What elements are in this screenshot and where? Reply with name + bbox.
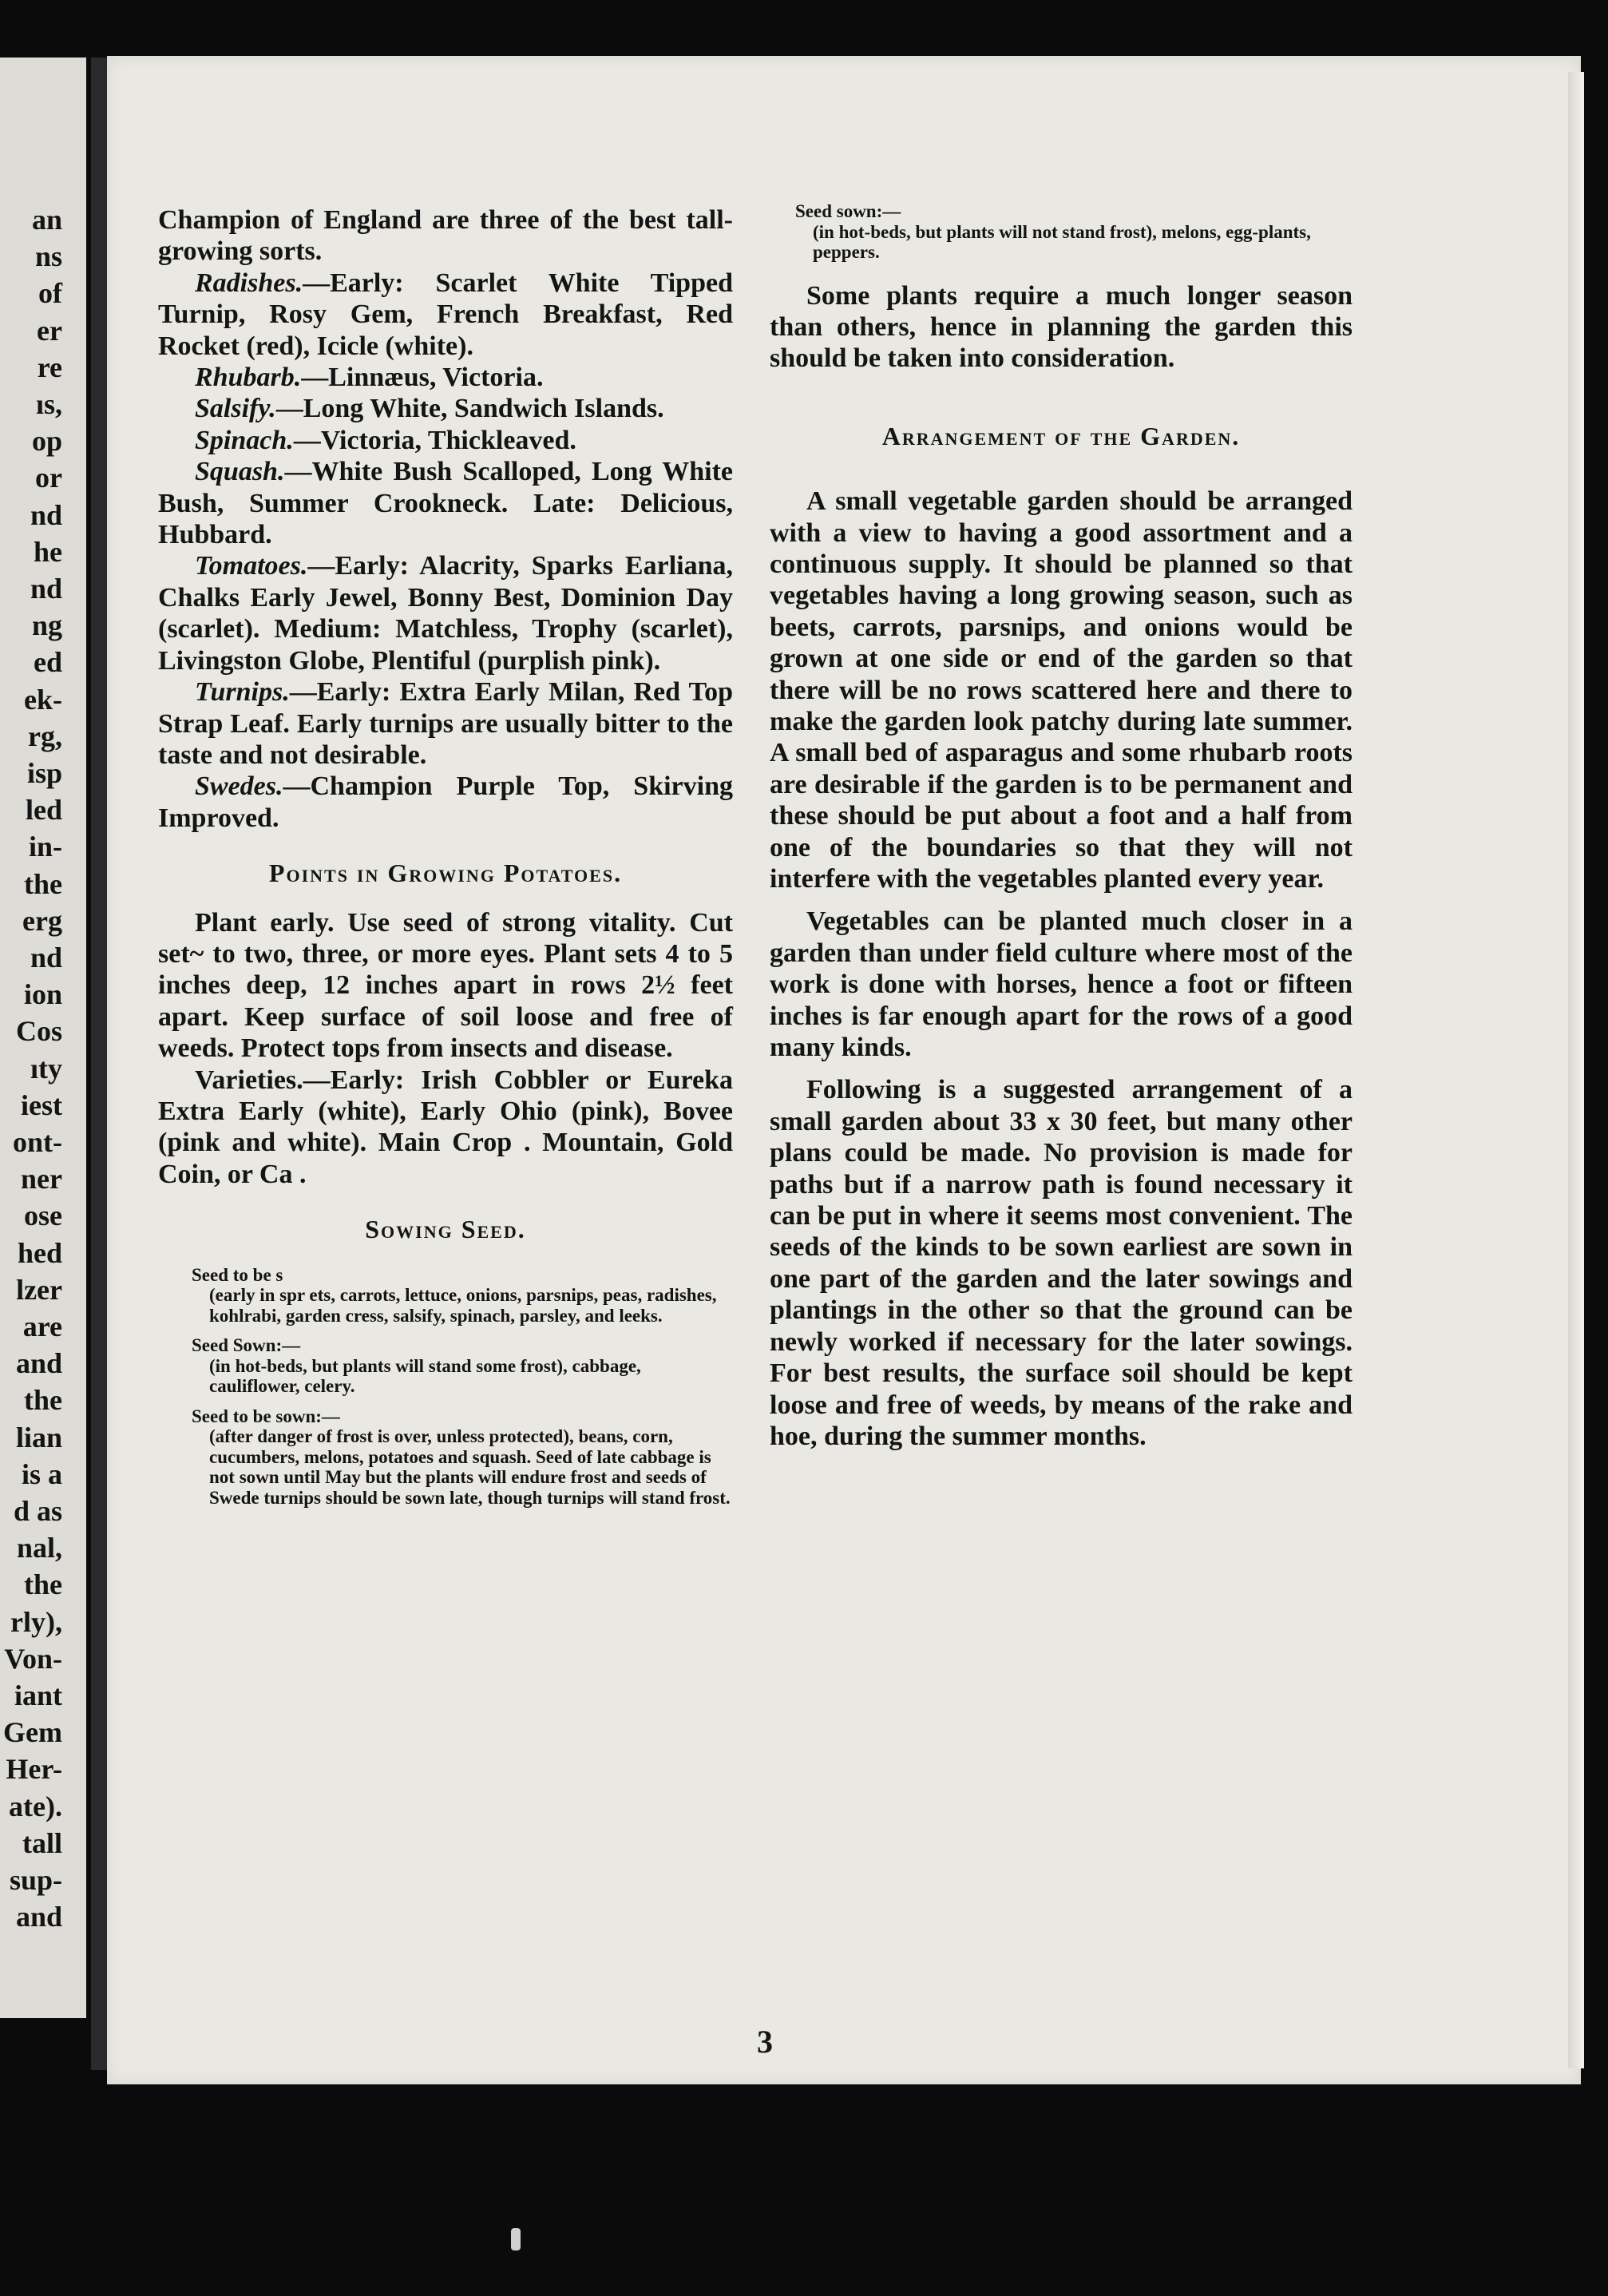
margin-fragment: he <box>34 535 62 568</box>
arrangement-heading: Arrangement of the Garden. <box>881 421 1241 450</box>
margin-fragment: ıty <box>30 1052 62 1085</box>
margin-fragment: Gem <box>3 1716 62 1749</box>
variety-name: Tomatoes. <box>195 551 308 581</box>
variety-name: Radishes. <box>195 268 303 298</box>
margin-fragment: rg, <box>28 720 62 752</box>
variety-name: Rhubarb. <box>195 363 302 393</box>
variety-turnips <box>158 676 733 771</box>
variety-text: —Early: Scarlet White Tipped Turnip, Rosy Gem, French Breakfast, Red Rocket (red), Icicle (white). <box>158 268 733 361</box>
margin-fragment: op <box>31 425 62 458</box>
arrangement-paragraph: Vegetables can be planted much closer in a garden than under field culture where most of the work is done with horses, hence a foot or fifteen inches is far enough apart for the rows of a good many kinds. <box>770 906 1353 1063</box>
margin-fragment: iant <box>14 1679 62 1711</box>
margin-fragment: er <box>37 314 62 347</box>
margin-fragment: d as <box>13 1495 62 1527</box>
sowing-heading: Sowing Seed. <box>365 1215 526 1244</box>
margin-fragment: in- <box>28 831 62 863</box>
seed-block-body: (in hot-beds, but plants will not stand frost), melons, egg-plants, peppers. <box>813 221 1311 262</box>
margin-fragment: ns <box>34 240 62 273</box>
margin-fragment: nd <box>30 942 62 974</box>
margin-fragment: nd <box>30 498 62 531</box>
variety-squash <box>158 456 733 550</box>
margin-fragment: hed <box>17 1236 62 1269</box>
arrangement-paragraph: A small vegetable garden should be arranged with a view to having a good assortment and a continuous supply. It should be planned so that vegetables having a long growing season, such as beets, carrots, parsnips, and onions would be grown at one side or end of the garden so that there will be no rows scattered here and there to make the garden look patchy during late summer. A small bed of asparagus and some rhubarb roots are desirable if the garden is to be permanent and these should be put about a foot and a half from one of the boundaries so that they will not interfere with the vegetables planted every year. <box>770 486 1353 894</box>
seed-block-body: (early in spr ets, carrots, lettuce, onions, parsnips, peas, radishes, kohlrabi, garden cress, salsify, spinach, parsley, and leeks. <box>209 1285 717 1326</box>
seed-block-body: (after danger of frost is over, unless protected), beans, corn, cucumbers, melons, potatoes and squash. Seed of late cabbage is not sown until May but the plants will endure frost and seeds of Swede turnips should be sown late, though turnips will stand frost. <box>209 1426 731 1508</box>
variety-salsify <box>158 393 733 424</box>
margin-fragment: the <box>24 1384 62 1417</box>
margin-fragment: erg <box>22 904 62 937</box>
seed-block-label: Seed Sown:— <box>192 1335 301 1356</box>
margin-fragment: and <box>15 1901 62 1933</box>
variety-text: —Linnæus, Victoria. <box>301 363 544 393</box>
variety-text: —Early: Alacrity, Sparks Earliana, Chalks Early Jewel, Bonny Best, Dominion Day (scarlet). Medium: Matchless, Trophy (scarlet), Livingston Globe, Plentiful (purplish pink). <box>158 551 733 676</box>
scan-artifact <box>511 2228 521 2250</box>
variety-text: —Early: Extra Early Milan, Red Top Strap Leaf. Early turnips are usually bitter to the taste and not desirable. <box>158 677 733 770</box>
seed-block <box>795 201 1353 263</box>
margin-fragment: or <box>35 462 62 494</box>
variety-text: —White Bush Scalloped, Long White Bush, Summer Crookneck. Late: Delicious, Hubbard. <box>158 457 733 550</box>
margin-fragment: lzer <box>16 1273 62 1306</box>
variety-name: Salsify. <box>195 394 276 424</box>
margin-fragment: ion <box>23 978 62 1011</box>
margin-fragment: ıs, <box>35 388 62 420</box>
variety-swedes <box>158 771 733 834</box>
margin-fragment: and <box>15 1347 62 1380</box>
margin-fragment: ng <box>31 609 62 642</box>
variety-name: Swedes. <box>195 771 283 802</box>
seed-block-label: Seed sown:— <box>795 201 901 221</box>
seed-block <box>192 1406 733 1509</box>
gutter-shadow <box>91 57 107 2070</box>
variety-rhubarb <box>158 362 733 393</box>
margin-fragment: led <box>25 794 62 827</box>
variety-name: Turnips. <box>195 677 290 708</box>
margin-fragment: the <box>24 867 62 900</box>
potatoes-heading: Points in Growing Potatoes. <box>268 859 623 888</box>
seed-block <box>192 1335 733 1397</box>
page-edge <box>1568 72 1584 2068</box>
seed-block-body: (in hot-beds, but plants will stand some frost), cabbage, cauliflower, celery. <box>209 1355 641 1397</box>
margin-fragment: an <box>31 204 62 236</box>
variety-text: —Long White, Sandwich Islands. <box>275 394 664 424</box>
variety-name: Squash. <box>195 457 285 487</box>
left-column <box>158 204 733 1508</box>
margin-fragment: nd <box>30 573 62 605</box>
margin-fragment: ner <box>21 1163 62 1196</box>
margin-fragment: are <box>22 1311 62 1342</box>
potatoes-varieties: Varieties.—Early: Irish Cobbler or Eureka Extra Early (white), Early Ohio (pink), Bovee (pink and white). Main Crop . Mountain, Gold Coin, or Ca . <box>158 1065 733 1189</box>
margin-fragment: Von- <box>4 1642 62 1675</box>
margin-fragment: ont- <box>13 1126 62 1158</box>
arrangement-paragraph: Following is a suggested arrangement of a small garden about 33 x 30 feet, but many other plans could be made. No provision is made for paths but if a narrow path is found necessary it can be put in where it seems most convenient. The seeds of the kinds to be sown earliest are sown in one part of the garden and the later sowings and plantings in the other so that the ground can be newly worked if necessary for the later sowings. For best results, the surface soil should be kept loose and free of weeds, by means of the rake and hoe, during the summer months. <box>770 1075 1353 1451</box>
right-column <box>770 201 1353 1452</box>
seed-block-label: Seed to be s <box>192 1264 283 1285</box>
seed-block-label: Seed to be sown:— <box>192 1406 340 1426</box>
variety-radishes <box>158 268 733 362</box>
variety-spinach <box>158 425 733 456</box>
seed-block <box>192 1265 733 1326</box>
margin-fragment: ate). <box>9 1790 62 1822</box>
margin-fragment: tall <box>22 1826 62 1859</box>
margin-fragment: nal, <box>16 1532 62 1564</box>
variety-tomatoes <box>158 550 733 676</box>
margin-fragment: rly), <box>10 1605 62 1638</box>
margin-fragment: the <box>24 1568 62 1601</box>
margin-fragment: ed <box>34 646 62 679</box>
margin-fragment: ek- <box>24 683 62 716</box>
margin-fragment: sup- <box>9 1864 62 1896</box>
margin-fragment: Cos <box>15 1015 62 1048</box>
variety-text: —Champion Purple Top, Skirving Improved. <box>158 771 733 833</box>
season-paragraph: Some plants require a much longer season than others, hence in planning the garden this should be taken into consideration. <box>770 280 1353 374</box>
variety-text: —Victoria, Thickleaved. <box>293 425 576 455</box>
margin-fragment: Her- <box>6 1753 62 1786</box>
margin-fragment: re <box>37 351 62 383</box>
potatoes-paragraph: Plant early. Use seed of strong vitality. Cut set~ to two, three, or more eyes. Plant sets 4 to 5 inches deep, 12 inches apart in rows 2½ feet apart. Keep surface of soil loose and free of weeds. Protect tops from insects and disease. <box>158 907 733 1064</box>
margin-fragment: iest <box>21 1089 62 1121</box>
page-number: 3 <box>757 2024 773 2060</box>
intro-text: Champion of England are three of the best tall-growing sorts. <box>158 205 733 267</box>
margin-fragment: of <box>38 277 62 310</box>
variety-name: Spinach. <box>195 425 294 455</box>
margin-fragment: ose <box>24 1200 62 1232</box>
adjacent-page-fragment <box>0 57 86 2018</box>
margin-fragment: lian <box>15 1421 62 1453</box>
margin-fragment: is a <box>21 1457 62 1490</box>
margin-fragment: isp <box>26 757 62 789</box>
